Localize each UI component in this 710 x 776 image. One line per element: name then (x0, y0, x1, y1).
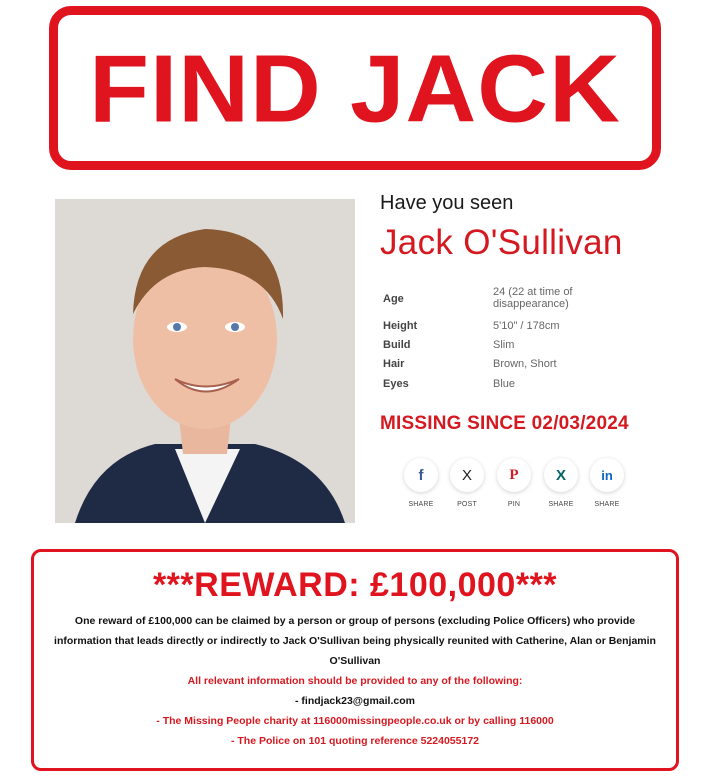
x-post-button[interactable] (450, 458, 484, 508)
detail-key: Hair (383, 358, 405, 370)
linkedin-share-button[interactable] (590, 458, 624, 508)
intro-text: Have you seen (380, 192, 514, 214)
share-label: SHARE (548, 501, 574, 508)
detail-key: Height (383, 320, 418, 332)
detail-key: Build (383, 339, 411, 351)
contact-email[interactable]: - findjack23@gmail.com (295, 695, 415, 707)
share-bar (404, 458, 644, 518)
facebook-share-button[interactable] (404, 458, 438, 508)
pinterest-icon: P (497, 458, 531, 492)
share-label: SHARE (408, 501, 434, 508)
xing-icon: X (544, 458, 578, 492)
detail-value: Brown, Short (493, 358, 557, 370)
detail-key: Eyes (383, 378, 409, 390)
contact-police: - The Police on 101 quoting reference 5224055172 (230, 735, 480, 747)
facebook-icon: f (404, 458, 438, 492)
share-label: PIN (507, 501, 521, 508)
detail-value: 5'10" / 178cm (493, 320, 560, 332)
share-label: POST (457, 501, 477, 508)
share-label: SHARE (594, 501, 620, 508)
detail-value: Slim (493, 339, 515, 351)
profile-panel (380, 190, 700, 508)
reward-instruction: All relevant information should be provided to any of the following: (187, 675, 523, 687)
detail-key: Age (383, 293, 404, 305)
find-jack-banner (49, 6, 661, 170)
missing-since-label: MISSING SINCE 02/03/2024 (380, 413, 629, 434)
missing-person-photo (55, 199, 355, 523)
person-name: Jack O'Sullivan (380, 223, 623, 262)
reward-description: One reward of £100,000 can be claimed by a person or group of persons (excluding Police Officers) who provide information that leads directly or indirectly to Jack O'Sullivan being physically reunited with Catherine, Alan or Benjamin O'Sullivan (54, 615, 656, 667)
x-icon: X (450, 458, 484, 492)
xing-share-button[interactable] (544, 458, 578, 508)
banner-title: FIND JACK (89, 34, 621, 142)
reward-title: ***REWARD: £100,000*** (152, 566, 558, 604)
detail-value: 24 (22 at time of disappearance) (493, 286, 573, 310)
reward-box (31, 549, 679, 771)
detail-value: Blue (493, 378, 516, 390)
linkedin-icon: in (590, 458, 624, 492)
pinterest-pin-button[interactable] (497, 458, 531, 508)
contact-missing-people: - The Missing People charity at 116000missingpeople.co.uk or by calling 116000 (156, 715, 554, 727)
